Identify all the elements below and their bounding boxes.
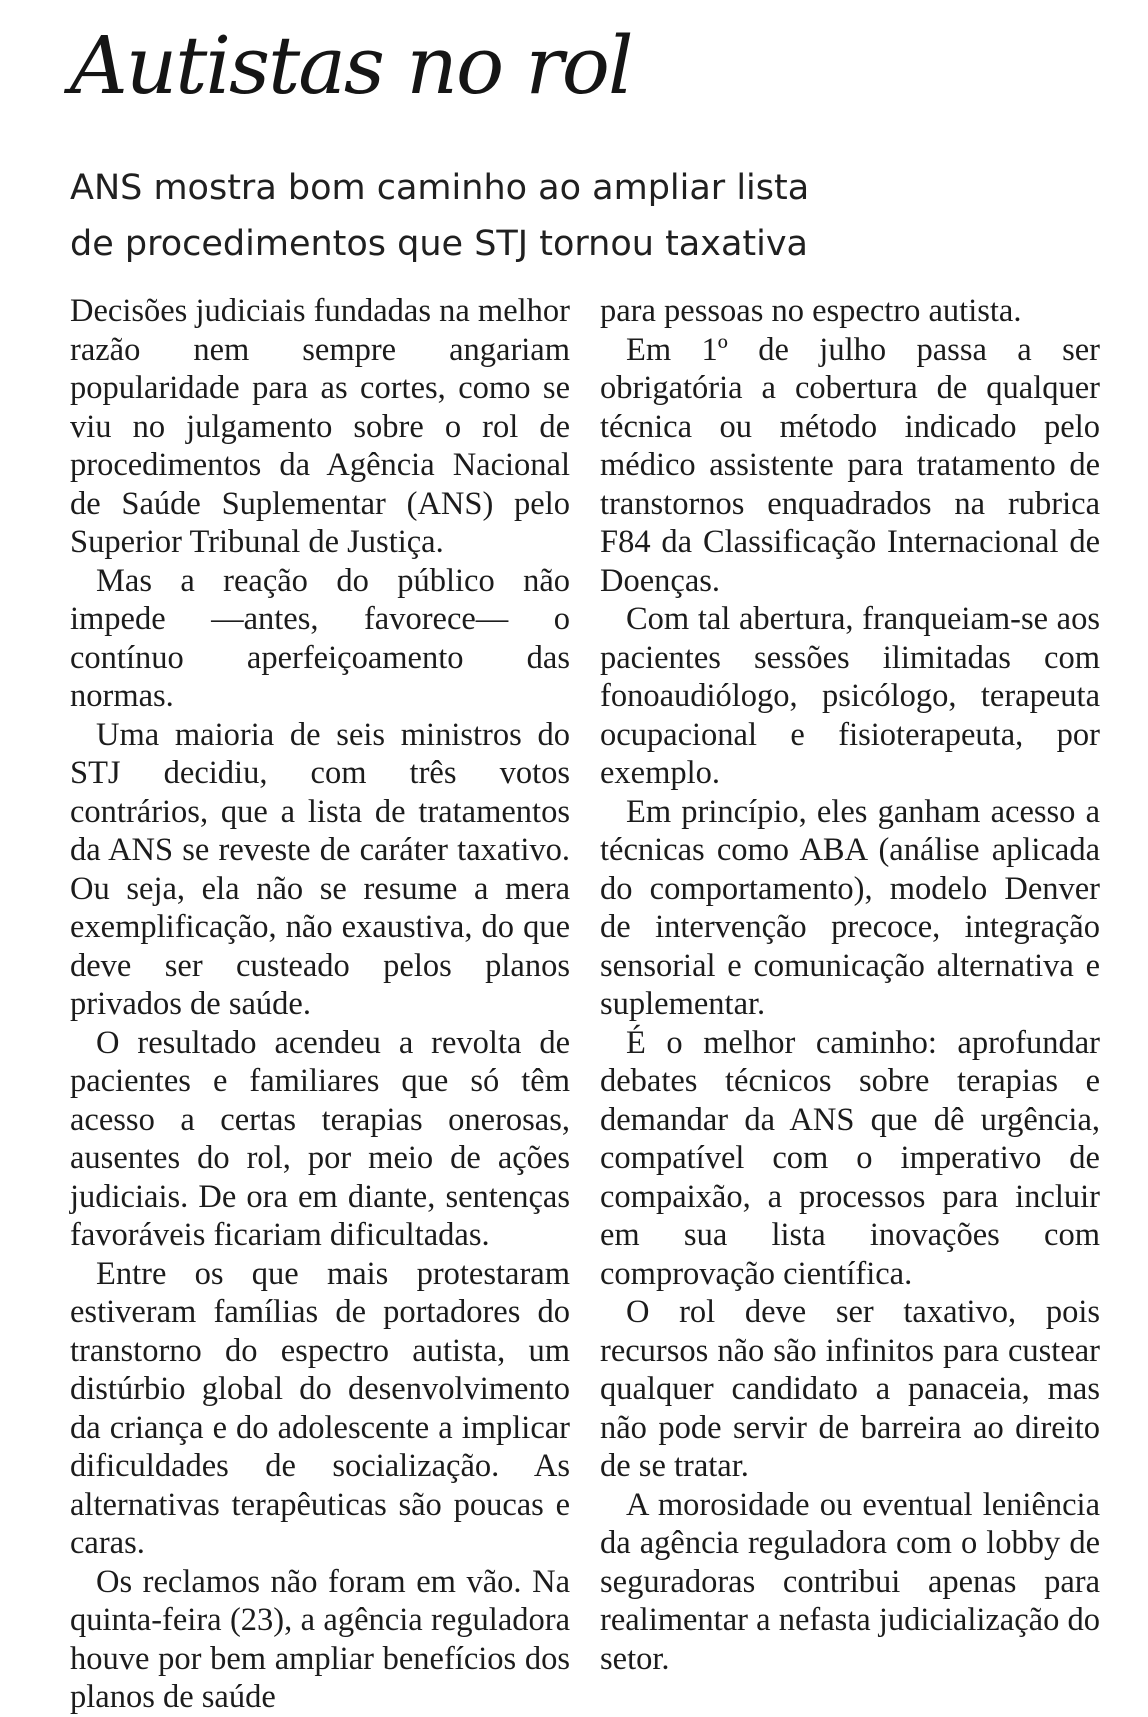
column-right (600, 292, 1100, 1717)
article-columns (70, 292, 1100, 1717)
headline: Autistas no rol (70, 19, 632, 112)
paragraph: Uma maioria de seis ministros do STJ decidiu, com três votos contrários, que a lista de tratamentos da ANS se reveste de caráter taxativo. Ou seja, ela não se resume a mera exemplificação, não exaustiva, do que deve ser custeado pelos planos privados de saúde. (70, 716, 570, 1022)
paragraph: É o melhor caminho: aprofundar debates técnicos sobre terapias e demandar da ANS que dê urgência, compatível com o imperativo de compaixão, a processos para incluir em sua lista inovações com comprovação científica. (600, 1024, 1100, 1292)
paragraph: O resultado acendeu a revolta de pacientes e familiares que só têm acesso a certas terapias onerosas, ausentes do rol, por meio de ações judiciais. De ora em diante, sentenças favoráveis ficariam dificultadas. (70, 1024, 570, 1253)
subhead-line: de procedimentos que STJ tornou taxativa (70, 224, 809, 264)
paragraph: Mas a reação do público não impede —antes, favorece— o contínuo aperfeiçoamento das normas. (70, 562, 570, 714)
paragraph: Entre os que mais protestaram estiveram famílias de portadores do transtorno do espectro autista, um distúrbio global do desenvolvimento da criança e do adolescente a implicar dificuldades de socialização. As alternativas terapêuticas são poucas e caras. (70, 1255, 570, 1561)
paragraph: Decisões judiciais fundadas na melhor razão nem sempre angariam popularidade para as cortes, como se viu no julgamento sobre o rol de procedimentos da Agência Nacional de Saúde Suplementar (ANS) pelo Superior Tribunal de Justiça. (70, 293, 570, 560)
paragraph: Com tal abertura, franqueiam-se aos pacientes sessões ilimitadas com fonoaudiólogo, psicólogo, terapeuta ocupacional e fisioterapeuta, por exemplo. (600, 601, 1100, 791)
paragraph: para pessoas no espectro autista. (600, 293, 1022, 329)
paragraph: O rol deve ser taxativo, pois recursos não são infinitos para custear qualquer candidato a panaceia, mas não pode servir de barreira ao direito de se tratar. (600, 1294, 1100, 1484)
paragraph: Os reclamos não foram em vão. Na quinta-feira (23), a agência reguladora houve por bem ampliar benefícios dos planos de saúde (70, 1563, 570, 1715)
paragraph: A morosidade ou eventual leniência da agência reguladora com o lobby de seguradoras contribui apenas para realimentar a nefasta judicialização do setor. (600, 1486, 1100, 1677)
paragraph: Em princípio, eles ganham acesso a técnicas como ABA (análise aplicada do comportamento), modelo Denver de intervenção precoce, integração sensorial e comunicação alternativa e suplementar. (600, 793, 1100, 1022)
subheadline (70, 160, 1080, 272)
column-left (70, 292, 570, 1717)
subhead-line: ANS mostra bom caminho ao ampliar lista (70, 168, 810, 208)
paragraph: Em 1º de julho passa a ser obrigatória a cobertura de qualquer técnica ou método indicado pelo médico assistente para tratamento de transtornos enquadrados na rubrica F84 da Classificação Internacional de Doenças. (600, 331, 1100, 599)
